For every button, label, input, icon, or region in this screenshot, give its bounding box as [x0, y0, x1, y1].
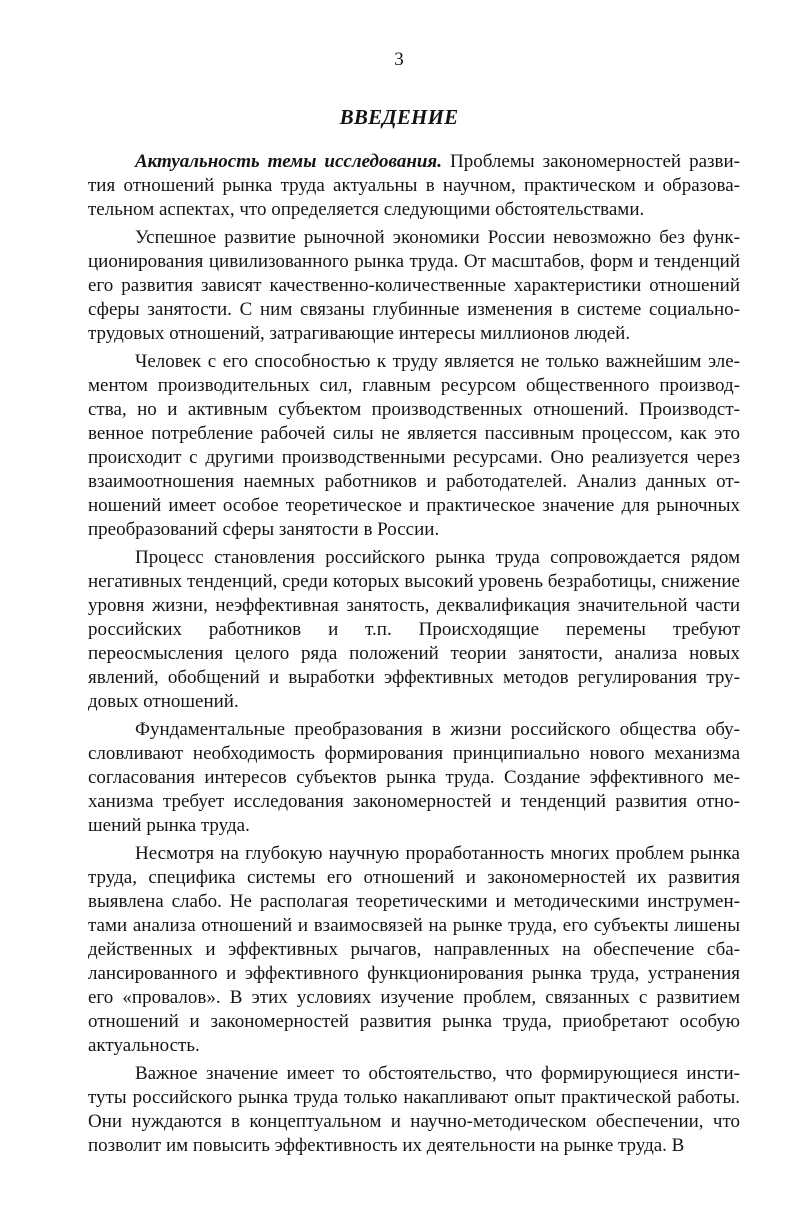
- paragraph-4: Процесс становления российского рынка труда сопровождается рядом негативных тенденций, среди которых высокий уровень безработицы, снижение уровня жизни, неэффективная занятость, деквалификация значительной части российских работников и т.п. Происходящие перемены требуют переосмысления целого ряда положений теории занятости, анализа новых явлений, обобщений и выработки эффективных методов регулирования трудовых отношений.: [88, 547, 740, 712]
- body-text: [88, 150, 740, 1162]
- paragraph-3: Человек с его способностью к труду является не только важнейшим элементом производительных сил, главным ресурсом общественного производства, но и активным субъектом производственных отношений. Производственное потребление рабочей силы не является пассивным процессом, как это происходит с другими производственными ресурсами. Оно реализуется через взаимоотношения наемных работников и работодателей. Анализ данных отношений имеет особое теоретическое и практическое значение для рыночных преобразований сферы занятости в России.: [88, 351, 740, 540]
- paragraph-5: Фундаментальные преобразования в жизни российского общества обусловливают необходимость формирования принципиально нового механизма согласования интересов субъектов рынка труда. Создание эффективного механизма требует исследования закономерностей и тенденций развития отношений рынка труда.: [88, 719, 740, 836]
- paragraph-6: Несмотря на глубокую научную проработанность многих проблем рынка труда, специфика системы его отношений и закономерностей их развития выявлена слабо. Не располагая теоретическими и методическими инструментами анализа отношений и взаимосвязей на рынке труда, его субъекты лишены действенных и эффективных рычагов, направленных на обеспечение сбалансированного и эффективного функционирования рынка труда, устранения его «провалов». В этих условиях изучение проблем, связанных с развитием отношений и закономерностей развития рынка труда, приобретают особую актуальность.: [88, 843, 740, 1056]
- page-number: 3: [394, 49, 404, 70]
- paragraph-2: Успешное развитие рыночной экономики России невозможно без функционирования цивилизованного рынка труда. От масштабов, форм и тенденций его развития зависят качественно-количественные характеристики отношений сферы занятости. С ним связаны глубинные изменения в системе социально-трудовых отношений, затрагивающие интересы миллионов людей.: [88, 227, 740, 344]
- paragraph-7: Важное значение имеет то обстоятельство, что формирующиеся институты российского рынка труда только накапливают опыт практической работы. Они нуждаются в концептуальном и научно-методическом обеспечении, что позволит им повысить эффективность их деятельности на рынке труда. В: [88, 1063, 740, 1156]
- paragraph-1-text: Проблемы закономерностей развития отношений рынка труда актуальны в научном, практическом и образовательном аспектах, что определяется следующими обстоятельствами.: [88, 151, 740, 220]
- section-heading: ВВЕДЕНИЕ: [339, 105, 459, 129]
- paragraph-lead: Актуальность темы исследования.: [135, 151, 442, 172]
- paragraph-1: [88, 150, 740, 222]
